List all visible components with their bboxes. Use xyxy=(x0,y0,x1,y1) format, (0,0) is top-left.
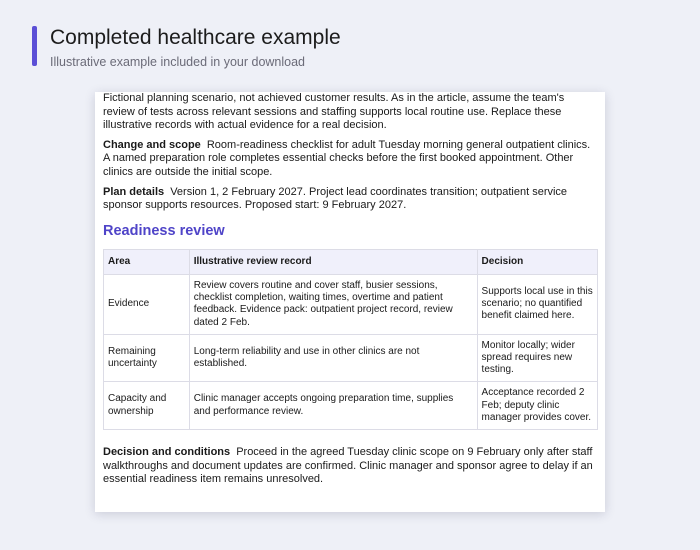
table-header-row xyxy=(104,249,598,274)
document-preview[interactable] xyxy=(95,92,605,512)
intro-paragraph: Fictional planning scenario, not achieved customer results. As in the article, assume the team's review of tests across relevant sessions and staffing supports local routine use. Replace these illustrative records with actual evidence for a real decision. xyxy=(103,92,565,132)
page-title: Completed healthcare example xyxy=(50,26,341,49)
cell-decision: Supports local use in this scenario; no quantified benefit claimed here. xyxy=(477,274,597,334)
table-row xyxy=(104,274,598,334)
change-scope-text: Room-readiness checklist for adult Tuesday morning general outpatient clinics. A named preparation role completes essential checks before the first booked appointment. Other clinics are outside the initial scope. xyxy=(103,138,591,178)
plan-details-label: Plan details xyxy=(103,185,165,198)
header-decision: Decision xyxy=(477,249,597,274)
cell-record: Clinic manager accepts ongoing preparation time, supplies and performance review. xyxy=(189,382,477,430)
decision-paragraph xyxy=(103,446,597,487)
decision-text: Proceed in the agreed Tuesday clinic scope on 9 February only after staff walkthroughs and document updates are confirmed. Clinic manager and sponsor agree to delay if an essential readiness item remains unresolved. xyxy=(103,445,593,486)
plan-details-text: Version 1, 2 February 2027. Project lead coordinates transition; outpatient service sponsor supports resources. Proposed start: 9 February 2027. xyxy=(103,185,568,212)
readiness-review-table xyxy=(103,249,598,430)
accent-bar xyxy=(32,26,37,66)
plan-details-paragraph xyxy=(103,186,597,213)
cell-area: Capacity and ownership xyxy=(104,382,190,430)
page-header xyxy=(32,26,652,70)
table-row xyxy=(104,334,598,382)
table-row xyxy=(104,382,598,430)
cell-record: Long-term reliability and use in other clinics are not established. xyxy=(189,334,477,382)
header-record: Illustrative review record xyxy=(189,249,477,274)
change-scope-label: Change and scope xyxy=(103,138,201,151)
cell-area: Remaining uncertainty xyxy=(104,334,190,382)
decision-label: Decision and conditions xyxy=(103,445,231,458)
change-scope-paragraph xyxy=(103,139,597,180)
page-subtitle: Illustrative example included in your download xyxy=(50,55,306,69)
cell-record: Review covers routine and cover staff, busier sessions, checklist completion, waiting times, overtime and patient feedback. Evidence pack: outpatient project record, review dated 2 Feb. xyxy=(189,274,477,334)
cell-area: Evidence xyxy=(104,274,190,334)
header-area: Area xyxy=(104,249,190,274)
readiness-review-heading: Readiness review xyxy=(103,222,225,239)
document-content xyxy=(103,92,597,493)
cell-decision: Monitor locally; wider spread requires new testing. xyxy=(477,334,597,382)
cell-decision: Acceptance recorded 2 Feb; deputy clinic manager provides cover. xyxy=(477,382,597,430)
